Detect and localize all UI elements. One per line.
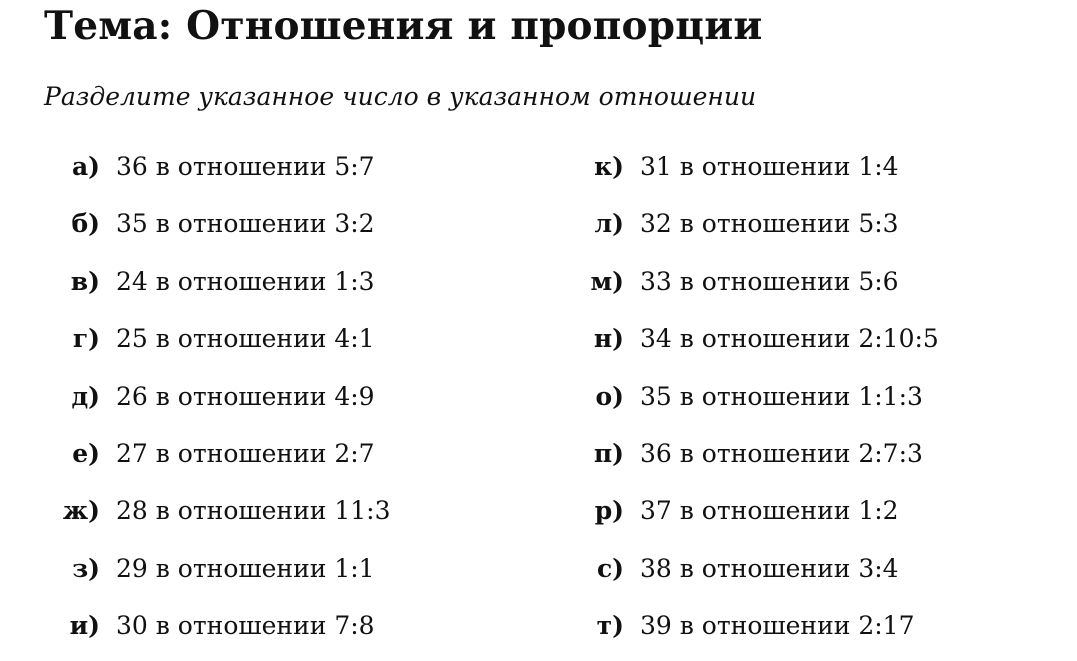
page-title: Тема: Отношения и пропорции <box>44 3 763 49</box>
problem-item <box>524 200 1044 257</box>
problems-left-column <box>0 143 520 660</box>
problem-letter: б) <box>71 209 100 239</box>
problem-item <box>0 258 520 315</box>
problem-text: 24 в отношении 1:3 <box>116 266 375 296</box>
problem-text: 27 в отношении 2:7 <box>116 438 375 468</box>
problem-letter: а) <box>71 152 100 181</box>
problem-item <box>0 430 520 487</box>
problem-letter: с) <box>596 553 624 583</box>
problem-letter: з) <box>72 553 100 583</box>
problem-letter: р) <box>594 496 624 526</box>
problem-item <box>0 602 520 659</box>
problem-letter: ж) <box>62 496 100 526</box>
problem-letter: п) <box>593 438 624 468</box>
problem-text: 33 в отношении 5:6 <box>640 266 899 296</box>
problem-item <box>0 143 520 200</box>
problem-letter: т) <box>596 611 624 641</box>
problem-text: 36 в отношении 2:7:3 <box>640 438 923 468</box>
problem-text: 37 в отношении 1:2 <box>640 496 899 526</box>
problem-letter: е) <box>72 438 100 468</box>
problem-letter: д) <box>71 381 100 411</box>
problem-letter: и) <box>69 611 100 641</box>
problem-letter: о) <box>595 381 624 411</box>
problem-item <box>0 200 520 257</box>
problem-item <box>524 602 1044 659</box>
problem-letter: в) <box>70 266 100 296</box>
problem-item <box>0 373 520 430</box>
problem-text: 35 в отношении 1:1:3 <box>640 381 923 411</box>
problem-item <box>524 373 1044 430</box>
problem-text: 31 в отношении 1:4 <box>640 152 899 181</box>
problem-item <box>524 315 1044 372</box>
problem-item <box>524 545 1044 602</box>
problem-text: 39 в отношении 2:17 <box>640 611 915 641</box>
problem-item <box>0 315 520 372</box>
problem-item <box>524 143 1044 200</box>
problems-right-column <box>524 143 1044 660</box>
problem-letter: м) <box>590 266 624 296</box>
problem-letter: г) <box>72 324 100 354</box>
problem-text: 28 в отношении 11:3 <box>116 496 391 526</box>
problem-item <box>0 487 520 544</box>
problem-text: 38 в отношении 3:4 <box>640 553 899 583</box>
problem-item <box>524 487 1044 544</box>
problem-letter: к) <box>594 152 624 181</box>
problem-item <box>524 258 1044 315</box>
problem-item <box>524 430 1044 487</box>
problem-letter: л) <box>594 209 624 239</box>
instruction-text: Разделите указанное число в указанном отношении <box>44 82 757 111</box>
problem-text: 34 в отношении 2:10:5 <box>640 324 939 354</box>
problem-letter: н) <box>593 324 624 354</box>
problem-item <box>0 545 520 602</box>
problem-text: 25 в отношении 4:1 <box>116 324 375 354</box>
problem-text: 26 в отношении 4:9 <box>116 381 375 411</box>
problem-text: 32 в отношении 5:3 <box>640 209 899 239</box>
problem-text: 36 в отношении 5:7 <box>116 152 375 181</box>
problem-text: 29 в отношении 1:1 <box>116 553 375 583</box>
problem-text: 35 в отношении 3:2 <box>116 209 375 239</box>
problem-text: 30 в отношении 7:8 <box>116 611 375 641</box>
